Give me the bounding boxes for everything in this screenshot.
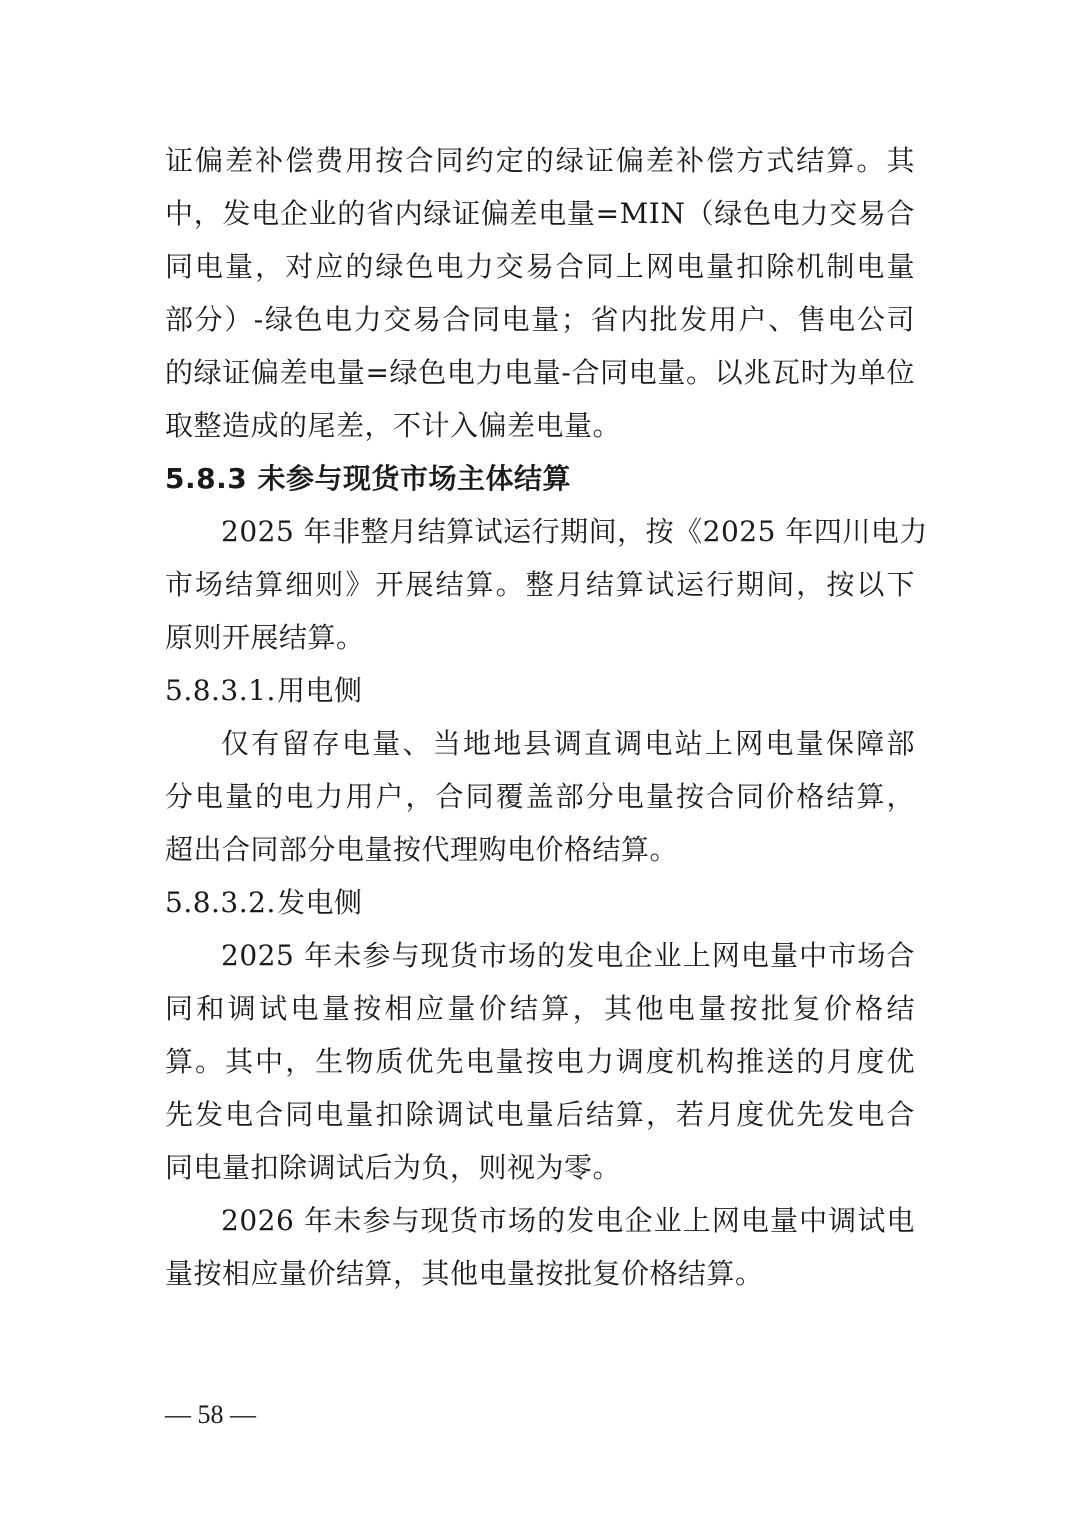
- text-line: 分电量的电力用户，合同覆盖部分电量按合同价格结算，: [165, 780, 915, 813]
- text-line: 原则开展结算。: [165, 621, 365, 654]
- subsection-number: 5.8.3.1.: [165, 674, 276, 707]
- text-line: 2025 年未参与现货市场的发电企业上网电量中市场合: [221, 939, 915, 972]
- paragraph-non-spot-settlement: [165, 505, 928, 664]
- subsection-title: 用电侧: [277, 674, 363, 707]
- text-line: 证偏差补偿费用按合同约定的绿证偏差补偿方式结算。其: [165, 144, 915, 177]
- text-line: 同电量扣除调试后为负，则视为零。: [165, 1151, 622, 1184]
- subsection-title: 发电侧: [277, 886, 363, 919]
- paragraph-generation-side-2026: [165, 1194, 915, 1300]
- text-line: 部分）-绿色电力交易合同电量；省内批发用户、售电公司: [165, 303, 915, 336]
- text-line: 市场结算细则》开展结算。整月结算试运行期间，按以下: [165, 568, 915, 601]
- text-line: 先发电合同电量扣除调试电量后结算，若月度优先发电合: [165, 1098, 915, 1131]
- text-line: 量按相应量价结算，其他电量按批复价格结算。: [165, 1257, 764, 1290]
- subsection-heading-5-8-3-1: [165, 664, 915, 717]
- text-line: 同和调试电量按相应量价结算，其他电量按批复价格结: [165, 992, 915, 1025]
- text-line: 同电量，对应的绿色电力交易合同上网电量扣除机制电量: [165, 250, 915, 283]
- text-line: 超出合同部分电量按代理购电价格结算。: [165, 833, 679, 866]
- paragraph-generation-side-2025: [165, 929, 915, 1194]
- subsection-number: 5.8.3.2.: [165, 886, 276, 919]
- text-line: 算。其中，生物质优先电量按电力调度机构推送的月度优: [165, 1045, 915, 1078]
- text-line: 的绿证偏差电量=绿色电力电量-合同电量。以兆瓦时为单位: [165, 356, 915, 389]
- paragraph-green-cert-deviation: [165, 134, 915, 452]
- text-line: 中，发电企业的省内绿证偏差电量=MIN（绿色电力交易合: [165, 197, 915, 230]
- text-line: 仅有留存电量、当地地县调直调电站上网电量保障部: [221, 727, 915, 760]
- paragraph-consumption-side: [165, 717, 915, 876]
- subsection-heading-5-8-3-2: [165, 876, 915, 929]
- text-line: 2025 年非整月结算试运行期间，按《2025 年四川电力: [221, 515, 928, 548]
- text-line: 取整造成的尾差，不计入偏差电量。: [165, 409, 622, 442]
- text-line: 2026 年未参与现货市场的发电企业上网电量中调试电: [221, 1204, 915, 1237]
- document-body: [165, 134, 928, 1300]
- section-heading-5-8-3: 5.8.3 未参与现货市场主体结算: [165, 462, 571, 495]
- page-number: — 58 —: [165, 1400, 256, 1429]
